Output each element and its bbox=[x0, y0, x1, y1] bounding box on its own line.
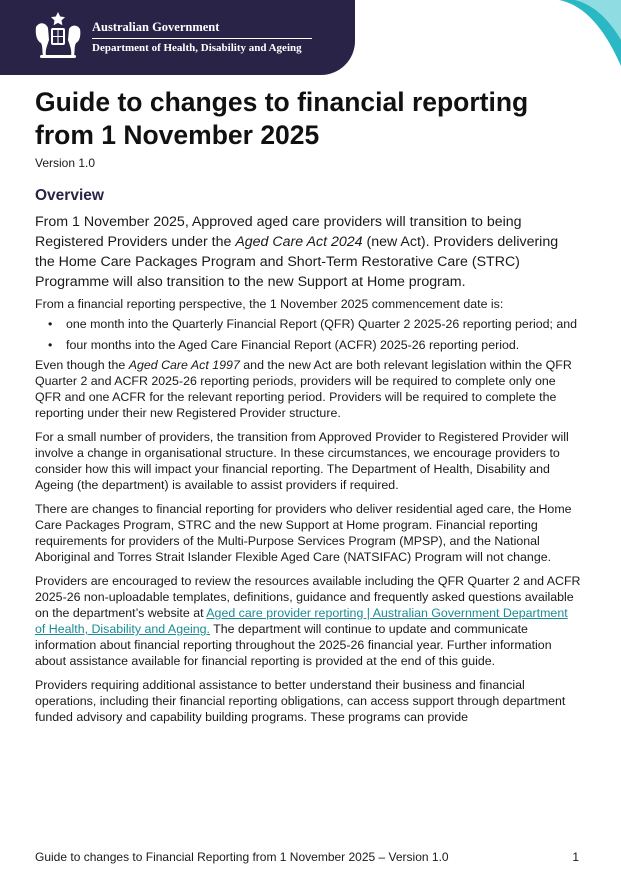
overview-lead-paragraph: From 1 November 2025, Approved aged care providers will transition to being Registered Providers under the Aged Care Act 2024 (new Act). Providers delivering the Home Care Packages Program and Short-Term Restorative Care (STRC) Programme will also transition to the new Support at Home program. bbox=[35, 214, 559, 290]
government-banner bbox=[0, 0, 355, 75]
overview-heading: Overview bbox=[35, 187, 104, 204]
footer-text: Guide to changes to Financial Reporting from 1 November 2025 – Version 1.0 bbox=[35, 850, 449, 864]
document-body bbox=[35, 86, 581, 725]
coat-of-arms-icon bbox=[28, 9, 88, 61]
provider-reporting-link[interactable]: Aged care provider reporting | Australian Government Department of Health, Disability and Ageing. bbox=[35, 606, 568, 636]
page-title: Guide to changes to financial reporting from 1 November 2025 bbox=[35, 87, 529, 150]
decorative-swoosh-icon bbox=[541, 0, 621, 70]
act-2024-citation: Aged Care Act 2024 bbox=[235, 234, 363, 250]
program-changes-paragraph: There are changes to financial reporting for providers who deliver residential aged care, the Home Care Packages Program, STRC and the new Support at Home program. Financial reporting requirements for providers of the Multi-Purpose Services Program (MPSP), and the National Aboriginal and Torres Strait Islander Flexible Aged Care (NATSIFAC) Program will not change. bbox=[35, 502, 572, 564]
structure-change-paragraph: For a small number of providers, the transition from Approved Provider to Registered Provider will involve a change in organisational structure. In these circumstances, we encourage providers to consider how this will impact your financial reporting. The Department of Health, Disability and Ageing (the department) is available to assist providers if required. bbox=[35, 430, 569, 492]
assistance-paragraph: Providers requiring additional assistance to better understand their business and financial operations, including their financial reporting obligations, can access support through department funded advisory and capability building programs. These programs can provide bbox=[35, 678, 566, 724]
banner-divider bbox=[92, 38, 312, 39]
department-name: Department of Health, Disability and Ageing bbox=[92, 42, 302, 54]
act-1997-citation: Aged Care Act 1997 bbox=[128, 358, 240, 372]
commencement-paragraph: From a financial reporting perspective, the 1 November 2025 commencement date is: bbox=[35, 297, 504, 311]
list-item: • four months into the Aged Care Financial Report (ACFR) 2025-26 reporting period. bbox=[35, 337, 581, 354]
page-footer bbox=[35, 850, 579, 865]
legislation-paragraph: Even though the Aged Care Act 1997 and the new Act are both relevant legislation within the QFR Quarter 2 and ACFR 2025-26 reporting periods, providers will be required to complete only one QFR and one ACFR for the relevant reporting period. Providers will be required to complete the reporting under their new Registered Provider structure. bbox=[35, 358, 572, 420]
page-number: 1 bbox=[572, 850, 579, 864]
commencement-bullet-list bbox=[35, 316, 581, 353]
version-label: Version 1.0 bbox=[35, 156, 96, 170]
resources-paragraph: Providers are encouraged to review the resources available including the QFR Quarter 2 and ACFR 2025-26 non-uploadable templates, definitions, guidance and frequently asked questions available on the department’s website at Aged care provider reporting | Australian Government Department of Health, Disability and Ageing. The department will continue to update and communicate information about financial reporting throughout the 2025-26 financial year. Further information about assistance available for financial reporting is provided at the end of this guide. bbox=[35, 574, 581, 668]
government-name: Australian Government bbox=[92, 20, 220, 34]
list-item: • one month into the Quarterly Financial Report (QFR) Quarter 2 2025-26 reporting period; and bbox=[35, 316, 581, 333]
